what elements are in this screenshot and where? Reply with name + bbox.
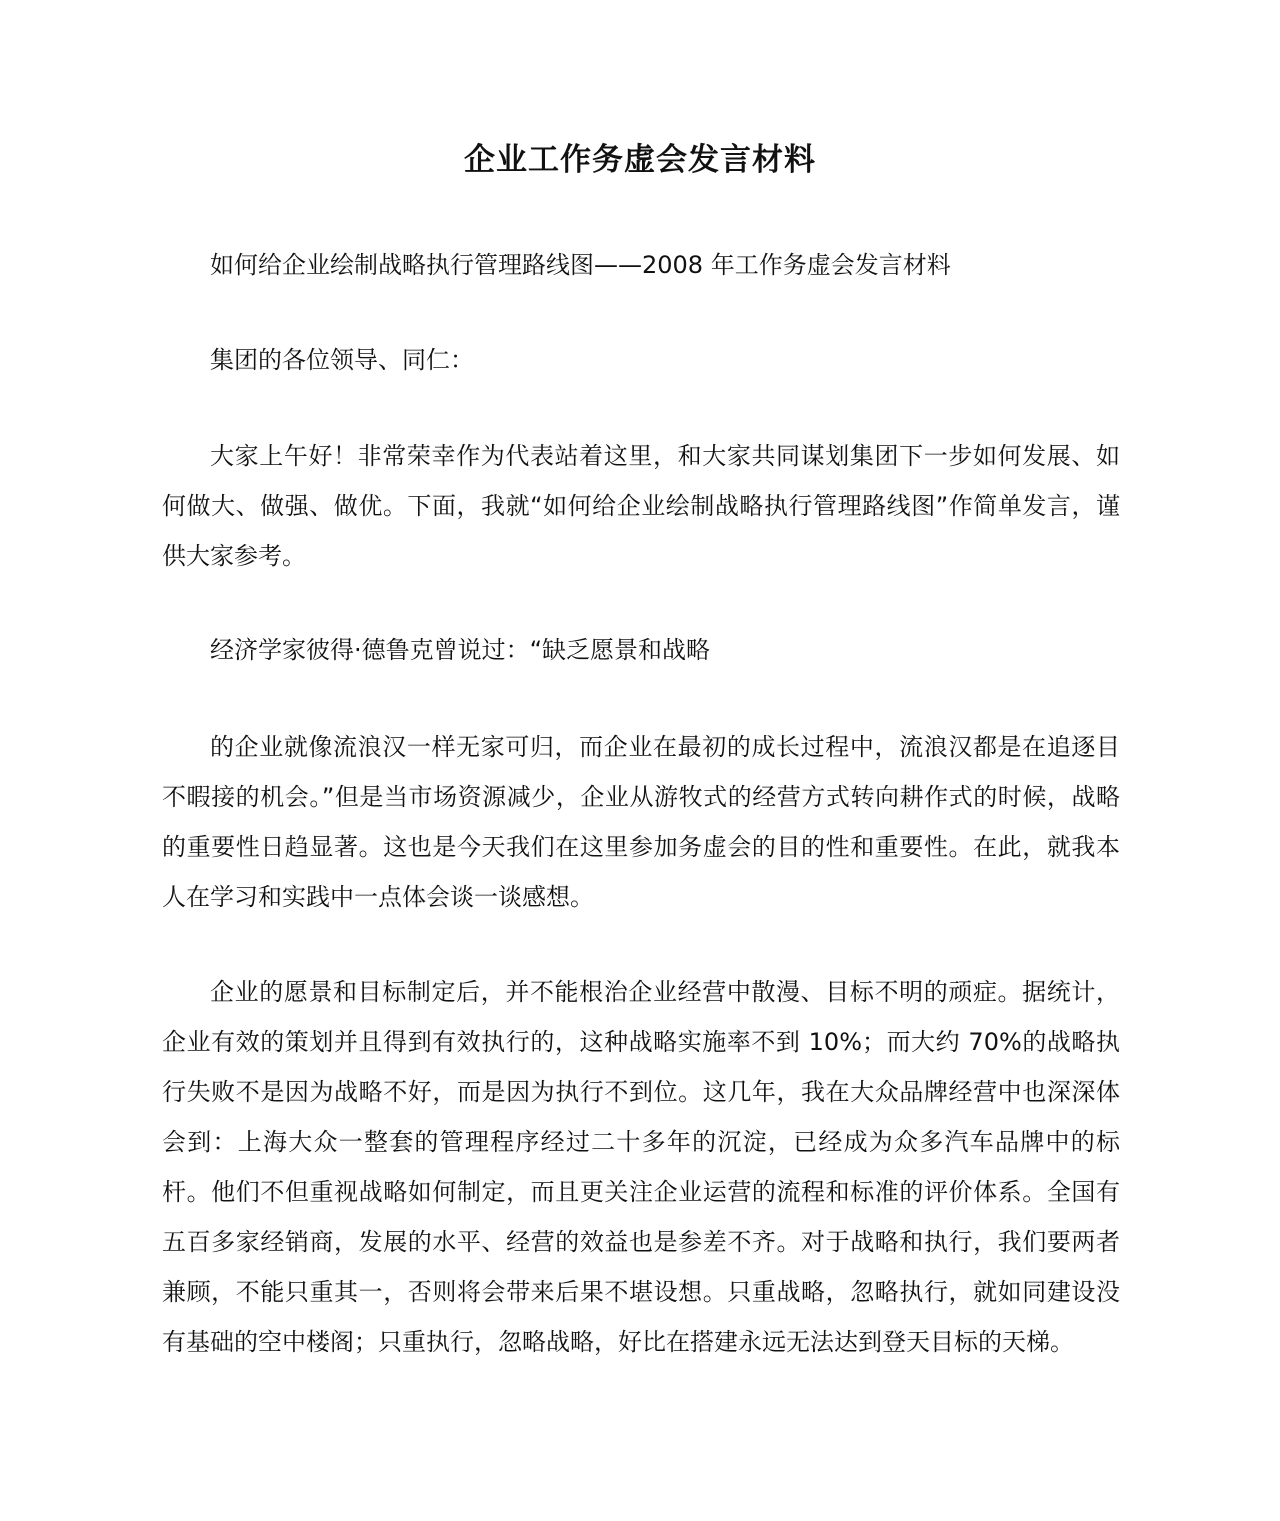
- statistics-paragraph: 企业的愿景和目标制定后，并不能根治企业经营中散漫、目标不明的顽症。据统计，企业有效的策划并且得到有效执行的，这种战略实施率不到 10%；而大约 70%的战略执行失败不是因为战略不好，而是因为执行不到位。这几年，我在大众品牌经营中也深深体会到：上海大众一整套的管理程序经过二十多年的沉淀，已经成为众多汽车品牌中的标杆。他们不但重视战略如何制定，而且更关注企业运营的流程和标准的评价体系。全国有五百多家经销商，发展的水平、经营的效益也是参差不齐。对于战略和执行，我们要两者兼顾，不能只重其一，否则将会带来后果不堪设想。只重战略，忽略执行，就如同建设没有基础的空中楼阁；只重执行，忽略战略，好比在搭建永远无法达到登天目标的天梯。: [162, 978, 1120, 1356]
- document-title: 企业工作务虚会发言材料: [464, 142, 816, 178]
- subtitle-paragraph: 如何给企业绘制战略执行管理路线图——2008 年工作务虚会发言材料: [210, 251, 951, 279]
- quote-continuation-paragraph: 的企业就像流浪汉一样无家可归，而企业在最初的成长过程中，流浪汉都是在追逐目不暇接的机会。”但是当市场资源减少，企业从游牧式的经营方式转向耕作式的时候，战略的重要性日趋显著。这也是今天我们在这里参加务虚会的目的性和重要性。在此，就我本人在学习和实践中一点体会谈一谈感想。: [162, 733, 1120, 911]
- quote-paragraph: 经济学家彼得·德鲁克曾说过：“缺乏愿景和战略: [210, 636, 711, 664]
- greeting-paragraph: 集团的各位领导、同仁：: [210, 346, 474, 374]
- opening-paragraph: 大家上午好！非常荣幸作为代表站着这里，和大家共同谋划集团下一步如何发展、如何做大、做强、做优。下面，我就“如何给企业绘制战略执行管理路线图”作简单发言，谨供大家参考。: [162, 442, 1120, 570]
